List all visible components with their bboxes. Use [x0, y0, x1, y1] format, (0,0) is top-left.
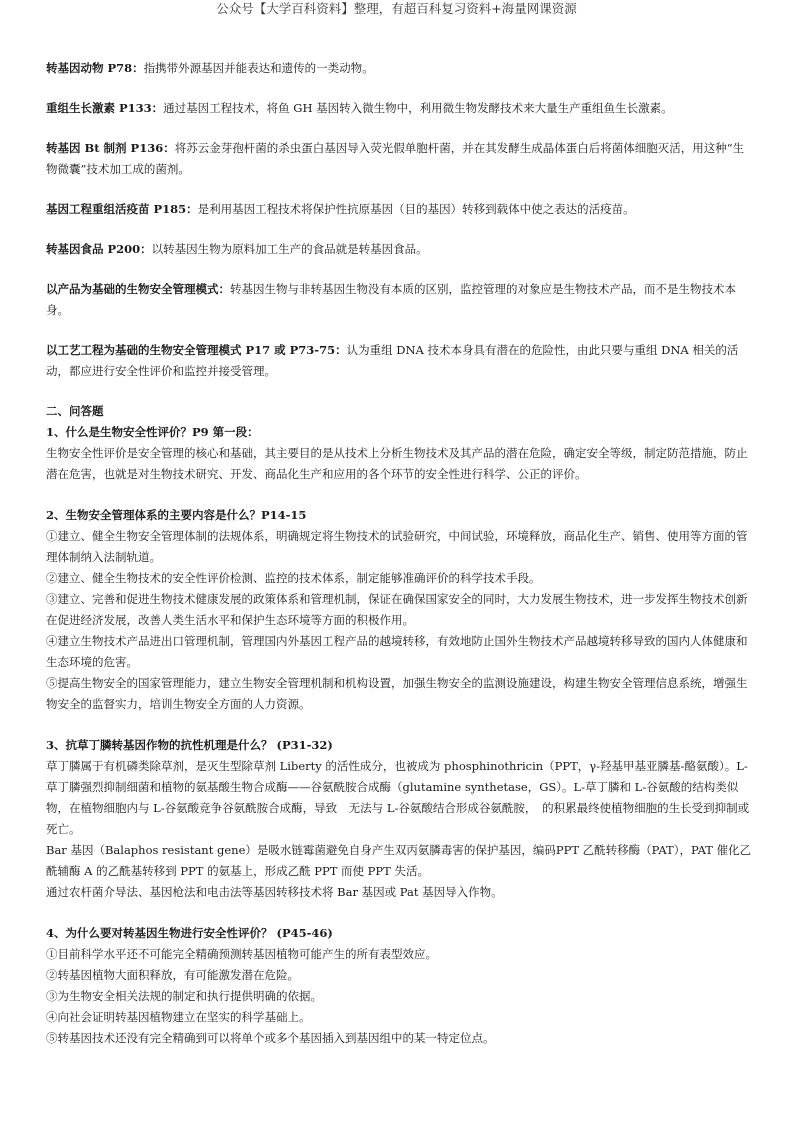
definition-text: 转基因生物与非转基因生物没有本质的区别，监控管理的对象应是生物技术产品，而不是生物技术本身。 [46, 282, 736, 317]
answer-paragraph: ②建立、健全生物技术的安全性评价检测、监控的技术体系，制定能够准确评价的科学技术手段。 [46, 571, 541, 585]
answer-paragraph: 通过农杆菌介导法、基因枪法和电击法等基因转移技术将 Bar 基因或 Pat 基因导入作物。 [46, 885, 503, 899]
definition-term: 重组生长激素 P133 [46, 101, 152, 115]
definition-term: 以工艺工程为基础的生物安全管理模式 P17 或 P73-75 [46, 343, 336, 357]
definition-text: 认为重组 DNA 技术本身具有潜在的危险性，由此只要与重组 DNA 相关的活动，都应进行安全性评价和监控并接受管理。 [46, 343, 739, 378]
answer-paragraph: ③为生物安全相关法规的制定和执行提供明确的依据。 [46, 989, 322, 1003]
question-4-title: 4、为什么要对转基因生物进行安全性评价？ (P45-46) [46, 926, 333, 940]
definition-term: 转基因动物 P78 [46, 61, 133, 75]
definition-2: 重组生长激素 P133：通过基因工程技术，将鱼 GH 基因转入微生物中，利用微生物发酵技术来大量生产重组鱼生长激素。 [46, 101, 673, 115]
definition-term: 以产品为基础的生物安全管理模式 [46, 282, 219, 296]
section-title: 二、问答题 [46, 404, 104, 418]
definition-text: 以转基因生物为原料加工生产的食品就是转基因食品。 [151, 242, 428, 256]
definition-text: 通过基因工程技术，将鱼 GH 基因转入微生物中，利用微生物发酵技术来大量生产重组鱼生长激素。 [163, 101, 673, 115]
answer-paragraph: ①目前科学水平还不可能完全精确预测转基因植物可能产生的所有表型效应。 [46, 947, 437, 961]
definition-3: 转基因 Bt 制剂 P136：将苏云金芽孢杆菌的杀虫蛋白基因导入荧光假单胞杆菌，并在其发酵生成晶体蛋白后将菌体细胞灭活，用这种“生物微囊”技术加工成的菌剂。 [46, 141, 745, 176]
definition-text: 是利用基因工程技术将保护性抗原基因（目的基因）转移到载体中使之表达的活疫苗。 [197, 202, 635, 216]
answer-paragraph: ①建立、健全生物安全管理体制的法规体系，明确规定将生物技术的试验研究，中间试验，环境释放，商品化生产、销售、使用等方面的管理体制纳入法制轨道。 [46, 529, 748, 564]
question-3-title: 3、抗草丁膦转基因作物的抗性机理是什么？ (P31-32) [46, 738, 333, 752]
answer-paragraph: 草丁膦属于有机磷类除草剂，是灭生型除草剂 Liberty 的活性成分，也被成为 phosphinothricin（PPT，γ-羟基甲基亚膦基-酪氨酸）。L-草丁膦强烈抑制细菌和植物的氨基酸生物合成酶——谷氨酰胺合成酶（glutamine synthetase，GS）。L-草丁膦和 L-谷氨酸的结构类似物，在植物细胞内与 L-谷氨酸竞争谷氨酰胺合成酶，导致 无法与 L-谷氨酸结合形成谷氨酰胺， 的积累最终使植物细胞的生长受到抑制或死亡。 [46, 759, 750, 836]
answer-paragraph: ④向社会证明转基因植物建立在坚实的科学基础上。 [46, 1010, 311, 1024]
answer-paragraph: ③建立、完善和促进生物技术健康发展的政策体系和管理机制，保证在确保国家安全的同时，大力发展生物技术，进一步发挥生物技术创新在促进经济发展，改善人类生活水平和保护生态环境等方面的积极作用。 [46, 592, 748, 627]
document-body [46, 58, 752, 1049]
answer-paragraph: ④建立生物技术产品进出口管理机制，管理国内外基因工程产品的越境转移，有效地防止国外生物技术产品越境转移导致的国内人体健康和生态环境的危害。 [46, 634, 748, 669]
answer-paragraph: 生物安全性评价是安全管理的核心和基础，其主要目的是从技术上分析生物技术及其产品的潜在危险，确定安全等级，制定防范措施，防止潜在危害，也就是对生物技术研究、开发、商品化生产和应用的各个环节的安全性进行科学、公正的评价。 [46, 446, 748, 481]
answer-paragraph: Bar 基因（Balaphos resistant gene）是吸水链霉菌避免自身产生双丙氨膦毒害的保护基因，编码PPT 乙酰转移酶（PAT），PAT 催化乙酰辅酶 A 的乙酰基转移到 PPT 的氨基上，形成乙酰 PPT 而使 PPT 失活。 [46, 843, 752, 878]
definition-5: 转基因食品 P200：以转基因生物为原料加工生产的食品就是转基因食品。 [46, 242, 428, 256]
definition-7: 以工艺工程为基础的生物安全管理模式 P17 或 P73-75：认为重组 DNA 技术本身具有潜在的危险性，由此只要与重组 DNA 相关的活动，都应进行安全性评价和监控并接受管理。 [46, 343, 739, 378]
page-header: 公众号【大学百科资料】整理，有超百科复习资料+海量网课资源 [216, 1, 577, 16]
definition-term: 基因工程重组活疫苗 P185 [46, 202, 187, 216]
answer-paragraph: ⑤提高生物安全的国家管理能力，建立生物安全管理机制和机构设置，加强生物安全的监测设施建设，构建生物安全管理信息系统，增强生物安全的监督实力，培训生物安全方面的人力资源。 [46, 676, 748, 711]
question-1-title: 1、什么是生物安全性评价？P9 第一段： [46, 425, 259, 439]
answer-paragraph: ②转基因植物大面积释放，有可能激发潜在危险。 [46, 968, 299, 982]
question-2-title: 2、生物安全管理体系的主要内容是什么？P14-15 [46, 508, 307, 522]
definition-4: 基因工程重组活疫苗 P185：是利用基因工程技术将保护性抗原基因（目的基因）转移到载体中使之表达的活疫苗。 [46, 202, 635, 216]
answer-paragraph: ⑤转基因技术还没有完全精确到可以将单个或多个基因插入到基因组中的某一特定位点。 [46, 1031, 495, 1045]
definition-term: 转基因 Bt 制剂 P136 [46, 141, 164, 155]
definition-term: 转基因食品 P200 [46, 242, 141, 256]
definition-1: 转基因动物 P78：指携带外源基因并能表达和遗传的一类动物。 [46, 61, 374, 75]
definition-text: 将苏云金芽孢杆菌的杀虫蛋白基因导入荧光假单胞杆菌，并在其发酵生成晶体蛋白后将菌体细胞灭活，用这种“生物微囊”技术加工成的菌剂。 [46, 141, 745, 176]
definition-text: 指携带外源基因并能表达和遗传的一类动物。 [143, 61, 374, 75]
definition-6: 以产品为基础的生物安全管理模式：转基因生物与非转基因生物没有本质的区别，监控管理的对象应是生物技术产品，而不是生物技术本身。 [46, 282, 736, 317]
